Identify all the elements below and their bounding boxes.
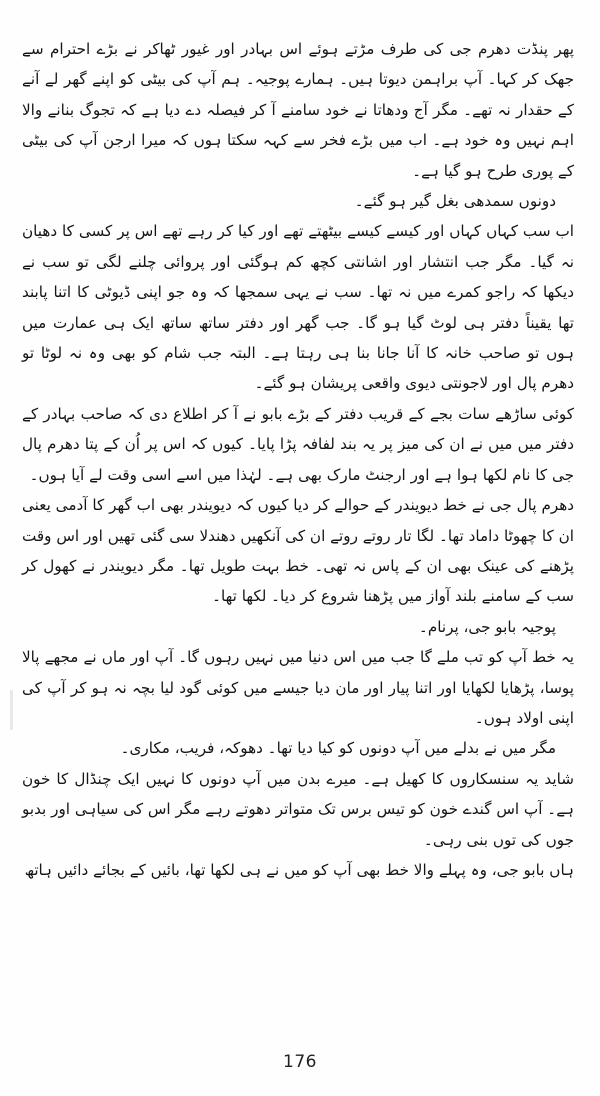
- paragraph-4: کوئی ساڑھے سات بجے کے قریب دفتر کے بڑے بابو نے آ کر اطلاع دی کہ صاحب بہادر کے دفتر میں میں نے ان کی میز پر یہ بند لفافہ پڑا پایا۔ کیوں کہ اس پر اُن کے پتا دھرم پال جی کا نام لکھا ہوا ہے اور ارجنٹ مارک بھی ہے۔ لہٰذا میں اسے اسی وقت لے آیا ہوں۔: [22, 404, 574, 484]
- page-number: 176: [283, 1052, 317, 1072]
- paragraph-10: ہاں بابو جی، وہ پہلے والا خط بھی آپ کو میں نے ہی لکھا تھا، بائیں کے بجائے دائیں ہاتھ: [24, 860, 574, 879]
- paragraph-1: پھر پنڈت دھرم جی کی طرف مڑتے ہوئے اس بہادر اور غیور ٹھاکر نے بڑے احترام سے جھک کر کہا۔ آپ براہمن دیوتا ہیں۔ ہمارے پوجیہ۔ ہم آپ کی بیٹی کو اپنے گھر لے آنے کے حقدار نہ تھے۔ مگر آج ودھاتا نے خود سامنے آ کر فیصلہ دے دیا ہے کہ تجوگ بنانے والا اہم نہیں وہ خود ہے۔ اب میں بڑے فخر سے کہہ سکتا ہوں کہ میرا ارجن آپ کی بیٹی کے پوری طرح ہو گیا ہے۔: [22, 40, 574, 180]
- paragraph-2: دونوں سمدھی بغل گیر ہو گئے۔: [354, 192, 556, 211]
- page-body-text: [22, 34, 574, 885]
- paragraph-9: شاید یہ سنسکاروں کا کھیل ہے۔ میرے بدن میں آپ دونوں کا نہیں ایک چنڈال کا خون ہے۔ آپ اس گندے خون کو تیس برس تک متواتر دھوتے رہے مگر اس کی سیاہی اور بدبو جوں کی توں بنی رہی۔: [22, 769, 574, 849]
- paragraph-3: اب سب کہاں کہاں اور کیسے کیسے بیٹھتے تھے اور کیا کر رہے تھے اس پر کسی کا دھیان نہ گیا۔ مگر جب انتشار اور اشانتی کچھ کم ہوگئی اور پروائی چلنے لگی تو سب نے دیکھا کہ راجو کمرے میں نہ تھا۔ سب نے یہی سمجھا کہ وہ جو اپنی ڈیوٹی کا اتنا پابند تھا یقیناً دفتر ہی لوٹ گیا ہو گا۔ جب گھر اور دفتر ساتھ ساتھ ایک ہی عمارت میں ہوں تو صاحب خانہ کا آنا جانا بنا ہی رہتا ہے۔ البتہ جب شام کو بھی وہ نہ لوٹا تو دھرم پال اور لاجونتی دیوی واقعی پریشان ہو گئے۔: [22, 222, 574, 393]
- letter-salutation: پوجیہ بابو جی، پرنام۔: [418, 617, 556, 636]
- margin-bleed-mark: [10, 690, 13, 730]
- paragraph-5: دھرم پال جی نے خط دیویندر کے حوالے کر دیا کیوں کہ دیویندر بھی اب گھر کا آدمی یعنی ان کا چھوٹا داماد تھا۔ لگا تار روتے روتے ان کی آنکھیں دھندلا سی گئی تھیں اور اس وقت پڑھنے کی عینک بھی ان کے پاس نہ تھی۔ خط بہت طویل تھا۔ مگر دیویندر نے کھول کر سب کے سامنے بلند آواز میں پڑھنا شروع کر دیا۔ لکھا تھا۔: [22, 496, 574, 606]
- paragraph-8: مگر میں نے بدلے میں آپ دونوں کو کیا دیا تھا۔ دھوکہ، فریب، مکاری۔: [120, 739, 556, 758]
- paragraph-7: یہ خط آپ کو تب ملے گا جب میں اس دنیا میں نہیں رہوں گا۔ آپ اور ماں نے مجھے پالا پوسا، پڑھایا لکھایا اور اتنا پیار اور مان دیا جیسے میں کوئی گود لیا بچہ نہ ہو کر آپ کی اپنی اولاد ہوں۔: [22, 648, 574, 727]
